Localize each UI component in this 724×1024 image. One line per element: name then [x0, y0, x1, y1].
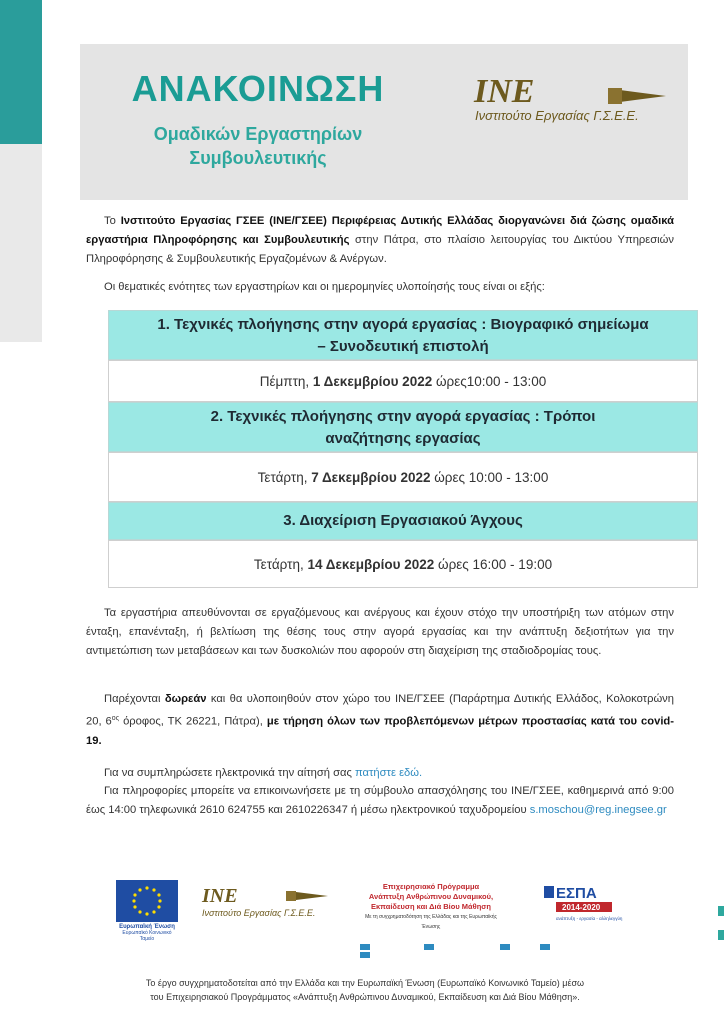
workshop-3-title-line-1: 3. Διαχείριση Εργασιακού Άγχους	[283, 512, 523, 529]
workshop-2-title-line-2: αναζήτησης εργασίας	[325, 430, 481, 447]
espa-years: 2014-2020	[562, 903, 601, 912]
workshop-2-date	[108, 452, 698, 502]
footer-ine-caption: Ινστιτούτο Εργασίας Γ.Σ.Ε.Ε.	[202, 908, 316, 918]
intro-text-a: Το	[104, 215, 121, 227]
funding-line-2: του Επιχειρησιακού Προγράμματος «Ανάπτυξη Ανθρώπινου Δυναμικού, Εκπαίδευση και Διά Βίου Μάθηση».	[150, 992, 580, 1002]
intro-text-c: στην Πάτρα, στο πλαίσιο λειτουργίας του Δικτύου Υπηρεσιών Πληροφόρησης & Συμβουλευτικής Εργαζομένων & Ανέργων.	[86, 234, 674, 265]
edge-mark-bottom	[718, 930, 724, 940]
workshop-3-date-bold: 14 Δεκεμβρίου 2022	[307, 557, 435, 572]
workshop-3-title	[108, 502, 698, 540]
location-text-d: όροφος, ΤΚ 26221, Πάτρα),	[119, 715, 267, 728]
topics-intro: Οι θεματικές ενότητες των εργαστηρίων και οι ημερομηνίες υλοποίησής τους είναι οι εξής:	[104, 281, 545, 293]
ine-logo-text: INE	[474, 73, 535, 110]
funding-line-1: Το έργο συγχρηματοδοτείται από την Ελλάδα και την Ευρωπαϊκή Ένωση (Ευρωπαϊκό Κοινωνικό Ταμείο) μέσω	[145, 978, 585, 988]
footer-logos	[116, 880, 623, 942]
op-line-4: Με τη συγχρηματοδότηση της Ελλάδας και της Ευρωπαϊκής Ένωσης	[365, 914, 497, 930]
edge-mark-top	[718, 906, 724, 916]
espa-title: ΕΣΠΑ	[556, 885, 597, 902]
workshop-2-title	[108, 402, 698, 452]
op-line-2: Ανάπτυξη Ανθρώπινου Δυναμικού,	[368, 892, 494, 901]
page-subtitle	[108, 122, 408, 170]
workshop-3-day: Τετάρτη,	[253, 557, 308, 572]
espa-logo	[544, 882, 623, 928]
page-title: ΑΝΑΚΟΙΝΩΣΗ	[131, 68, 385, 109]
workshop-2-day: Τετάρτη,	[257, 470, 312, 485]
workshop-2-time: ώρες 10:00 - 13:00	[430, 470, 549, 485]
contact-paragraph	[86, 782, 674, 820]
free-label: δωρεάν	[164, 693, 207, 705]
footer-ine-logo	[200, 882, 330, 922]
operational-programme-logo	[356, 882, 506, 930]
covid-measures-text: με τήρηση όλων των προβλεπόμενων μέτρων προστασίας κατά του covid-19.	[86, 715, 674, 747]
intro-text-bold: Ινστιτούτο Εργασίας ΓΣΕΕ (ΙΝΕ/ΓΣΕΕ) Περιφέρειας Δυτικής Ελλάδας διοργανώνει διά ζώσης ομαδικά εργαστήρια Πληροφόρησης και Συμβουλευτικής	[86, 215, 674, 246]
eu-flag-icon	[116, 880, 178, 922]
workshop-1-date-bold: 1 Δεκεμβρίου 2022	[312, 374, 433, 389]
side-accent-bar	[0, 0, 42, 144]
espa-tagline: ανάπτυξη - εργασία - αλληλεγγύη	[556, 916, 623, 921]
contact-email-link[interactable]: s.moschou@reg.inegsee.gr	[529, 804, 667, 816]
contact-text: Για πληροφορίες μπορείτε να επικοινωνήσετε με τη σύμβουλο απασχόλησης του ΙΝΕ/ΓΣΕΕ, καθημερινά από 9:00 έως 14:00 τηλεφωνικά 2610 624755 και 2610226347 ή μέσω ηλεκτρονικού ταχυδρομείου	[86, 785, 674, 816]
intro-paragraph	[86, 212, 674, 269]
workshop-1-title-line-1: 1. Τεχνικές πλοήγησης στην αγορά εργασίας : Βιογραφικό σημείωμα	[157, 316, 649, 333]
location-text-c: και θα υλοποιηθούν στον χώρο του ΙΝΕ/ΓΣΕΕ (Παράρτημα Δυτικής Ελλάδος, Κολοκοτρώνη 20, 6	[86, 693, 674, 728]
workshop-3-time: ώρες 16:00 - 19:00	[434, 557, 553, 572]
workshop-2-date-bold: 7 Δεκεμβρίου 2022	[311, 470, 431, 485]
subtitle-line-2: Συμβουλευτικής	[189, 148, 327, 168]
op-line-3: Εκπαίδευση και Διά Βίου Μάθηση	[370, 902, 492, 911]
workshop-1-title	[108, 310, 698, 360]
eu-label-text: Ευρωπαϊκή Ένωση	[119, 924, 175, 930]
application-paragraph	[86, 764, 674, 783]
ine-logo-caption: Ινστιτούτο Εργασίας Γ.Σ.Ε.Ε.	[475, 108, 639, 123]
eu-stars-icon	[116, 880, 178, 922]
workshop-2-title-line-1: 2. Τεχνικές πλοήγησης στην αγορά εργασίας : Τρόποι	[210, 408, 596, 425]
application-text: Για να συμπληρώσετε ηλεκτρονικά την αίτησή σας	[104, 767, 355, 779]
application-link[interactable]: πατήστε εδώ.	[354, 767, 423, 779]
location-text-a: Παρέχονται	[104, 693, 165, 705]
eu-sublabel-text: Ευρωπαϊκό Κοινωνικό Ταμείο	[122, 930, 172, 942]
workshop-1-date	[108, 360, 698, 402]
location-paragraph	[86, 690, 674, 751]
floor-superscript: ος	[111, 715, 120, 722]
side-grey-bar	[0, 144, 42, 342]
header-banner	[80, 44, 688, 200]
footer-ine-text: INE	[202, 885, 238, 907]
eu-label	[116, 924, 178, 942]
workshop-1-day: Πέμπτη,	[259, 374, 313, 389]
funding-statement	[60, 976, 670, 1004]
target-audience-paragraph: Τα εργαστήρια απευθύνονται σε εργαζόμενους και ανέργους και έχουν στόχο την υποστήριξη των ατόμων στην ένταξη, επανένταξη, ή βελτίωση της θέσης τους στην αγορά εργασίας και την ανάπτυξη δεξιοτήτων για την αντιμετώπιση των μεταβάσεων και των δυσκολιών που αφορούν στη διαχείριση της σταδιοδρομίας τους.	[86, 607, 674, 657]
subtitle-line-1: Ομαδικών Εργαστηρίων	[153, 124, 363, 144]
workshop-1-title-line-2: – Συνοδευτική επιστολή	[317, 338, 489, 355]
op-line-1: Επιχειρησιακό Πρόγραμμα	[382, 882, 480, 891]
workshop-1-time: ώρες10:00 - 13:00	[432, 374, 547, 389]
workshop-3-date	[108, 540, 698, 588]
